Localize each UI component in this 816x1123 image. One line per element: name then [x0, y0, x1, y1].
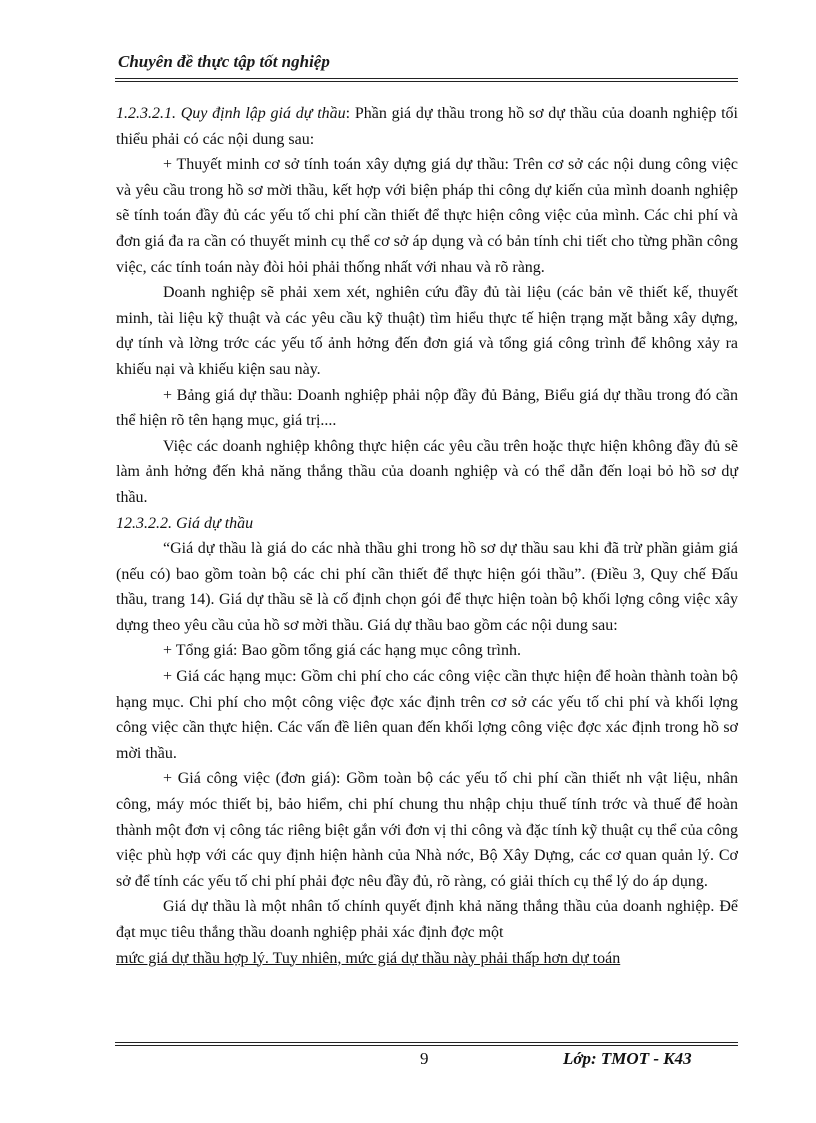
header-title: Chuyên đề thực tập tốt nghiệp — [118, 52, 330, 71]
paragraph: + Bảng giá dự thầu: Doanh nghiệp phải nộp đầy đủ Bảng, Biểu giá dự thầu trong đó cần thể hiện rõ tên hạng mục, giá trị.... — [116, 386, 738, 430]
footer-rule-bottom — [115, 1045, 738, 1046]
paragraph: Giá dự thầu là một nhân tố chính quyết định khả năng thắng thầu của doanh nghiệp. Để đạt mục tiêu thắng thầu doanh nghiệp phải xác định đợc một — [116, 898, 738, 941]
paragraph: Doanh nghiệp sẽ phải xem xét, nghiên cứu đầy đủ tài liệu (các bản vẽ thiết kế, thuyết minh, tài liệu kỹ thuật và các yêu cầu kỹ thuật) tìm hiểu thực tế hiện trạng mặt bằng xây dựng, dự tính và lờng trớc các yếu tố ảnh hởng đến đơn giá và tổng giá công trình để không xảy ra khiếu nại và khiếu kiện sau này. — [116, 284, 738, 378]
header-rule-bottom — [115, 81, 738, 82]
header-rule-top — [115, 78, 738, 79]
footer-rule-top — [115, 1042, 738, 1043]
paragraph: + Giá các hạng mục: Gồm chi phí cho các công việc cần thực hiện để hoàn thành toàn bộ hạng mục. Chi phí cho một công việc đợc xác định trên cơ sở các yếu tố chi phí và khối lợng công việc cần thực hiện. Các vấn đề liên quan đến khối lợng công việc đợc xác định trong hồ sơ mời thầu. — [116, 668, 738, 762]
paragraph: Việc các doanh nghiệp không thực hiện các yêu cầu trên hoặc thực hiện không đầy đủ sẽ làm ảnh hởng đến khả năng thắng thầu của doanh nghiệp và có thể dẫn đến loại bỏ hồ sơ dự thầu. — [116, 437, 738, 506]
document-body — [116, 101, 738, 971]
paragraph-text: : Phần giá dự thầu trong hồ sơ dự thầu của doanh nghiệp tối thiểu phải có các nội dung sau: — [116, 105, 738, 148]
paragraph: + Giá công việc (đơn giá): Gồm toàn bộ các yếu tố chi phí cần thiết nh vật liệu, nhân công, máy móc thiết bị, bảo hiểm, chi phí chung thu nhập chịu thuế tính trớc và thuế để hoàn thành một đơn vị công tác riêng biệt gắn với đơn vị thi công và đặc tính kỹ thuật cụ thể của công việc phù hợp với các quy định hiện hành của Nhà nớc, Bộ Xây Dựng, các cơ quan quản lý. Cơ sở để tính các yếu tố chi phí phải đợc nêu đầy đủ, rõ ràng, có giải thích cụ thể lý do áp dụng. — [116, 770, 738, 890]
section-heading-price-rules: 1.2.3.2.1. Quy định lập giá dự thầu — [116, 105, 346, 122]
paragraph-price-rules — [116, 101, 738, 152]
paragraph-last-line — [116, 946, 738, 972]
page-number: 9 — [420, 1049, 429, 1068]
paragraph: “Giá dự thầu là giá do các nhà thầu ghi trong hồ sơ dự thầu sau khi đã trừ phần giảm giá (nếu có) bao gồm toàn bộ các chi phí cần thiết để thực hiện gói thầu”. (Điều 3, Quy chế Đấu thầu, trang 14). Giá dự thầu sẽ là cố định chọn gói để thực hiện toàn bộ khối lợng công việc xây dựng theo yêu cầu của hồ sơ mời thầu. Giá dự thầu bao gồm các nội dung sau: — [116, 540, 738, 634]
paragraph: + Thuyết minh cơ sở tính toán xây dựng giá dự thầu: Trên cơ sở các nội dung công việc và yêu cầu trong hồ sơ mời thầu, kết hợp với biện pháp thi công dự kiến của mình doanh nghiệp sẽ tính toán đầy đủ các yếu tố chi phí cần thiết để thực hiện công việc của mình. Các chi phí và đơn giá đa ra cần có thuyết minh cụ thể cơ sở áp dụng và có bản tính chi tiết cho từng phần công việc, các tính toán này đòi hỏi phải thống nhất với nhau và rõ ràng. — [116, 156, 738, 276]
section-heading-bid-price: 12.3.2.2. Giá dự thầu — [116, 514, 254, 532]
underlined-line: mức giá dự thầu hợp lý. Tuy nhiên, mức giá dự thầu này phải thấp hơn dự toán — [116, 949, 621, 967]
paragraph: + Tổng giá: Bao gồm tổng giá các hạng mục công trình. — [163, 642, 521, 660]
class-label: Lớp: TMOT - K43 — [563, 1049, 692, 1068]
